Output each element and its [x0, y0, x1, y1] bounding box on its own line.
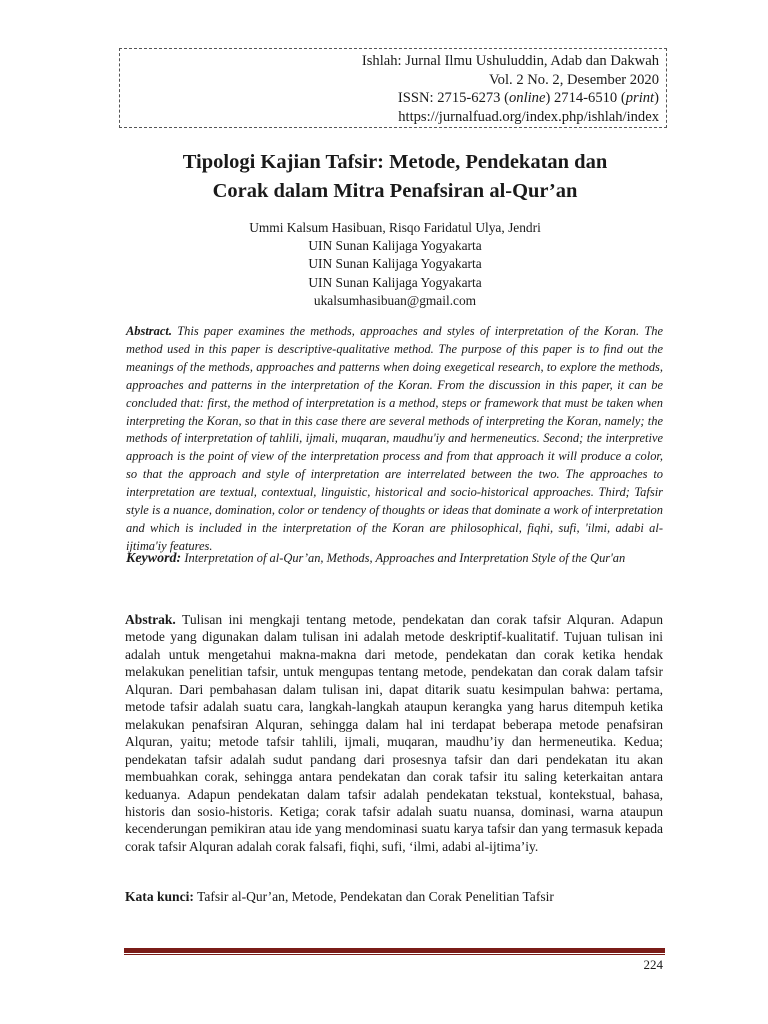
- keywords-english: [126, 550, 663, 568]
- author-email[interactable]: ukalsumhasibuan@gmail.com: [313, 292, 477, 308]
- title-line-1: Tipologi Kajian Tafsir: Metode, Pendekatan dan: [182, 151, 608, 173]
- keyword-text: Interpretation of al-Qur’an, Methods, Approaches and Interpretation Style of the Qur'an: [181, 551, 626, 565]
- kata-kunci-text: Tafsir al-Qur’an, Metode, Pendekatan dan Corak Penelitian Tafsir: [193, 889, 554, 904]
- keyword-label: Keyword:: [126, 551, 182, 566]
- journal-header-box: [119, 48, 667, 128]
- author-names: Ummi Kalsum Hasibuan, Risqo Faridatul Ulya, Jendri: [249, 220, 541, 235]
- journal-issn: [120, 89, 659, 108]
- abstract-label: Abstract.: [126, 324, 172, 338]
- kata-kunci-label: Kata kunci:: [125, 889, 194, 904]
- affiliation-3: UIN Sunan Kalijaga Yogyakarta: [308, 274, 482, 290]
- journal-volume: Vol. 2 No. 2, Desember 2020: [489, 71, 659, 88]
- author-block: [100, 219, 690, 310]
- abstrak-label: Abstrak.: [125, 612, 176, 627]
- abstract-text: This paper examines the methods, approaches and styles of interpretation of the Koran. The method used in this paper is descriptive-qualitative method. The purpose of this paper is to find out the meanings of the methods, approaches and patterns when doing exegetical research, to explore the methods, approaches and patterns in the interpretation of the Koran. From the discussion in this paper, it can be concluded that: first, the method of interpretation is a method, steps or framework that must be taken when interpreting the Koran, so that in this case there are several methods of interpreting the Koran, namely; the methods of interpretation of tahlili, ijmali, muqaran, maudhu'iy and hermeneutics. Second; the interpretive approach is the point of view of the interpretation process and from that approach it will produce a color, so that the approach and style of interpretation are interrelated between the two. The approaches to interpretation are textual, contextual, linguistic, historical and socio-historical approaches. Third; Tafsir style is a nuance, domination, color or tendency of thoughts or ideas that dominate a work of interpretation and which is included in the interpretation of the Koran are philosophical, fiqhi, sufi, 'ilmi, adabi al-ijtima'iy features.: [126, 324, 663, 553]
- journal-url[interactable]: https://jurnalfuad.org/index.php/ishlah/index: [398, 108, 659, 125]
- affiliation-1: UIN Sunan Kalijaga Yogyakarta: [308, 238, 482, 254]
- journal-name: Ishlah: Jurnal Ilmu Ushuluddin, Adab dan Dakwah: [361, 53, 659, 69]
- issn-online-label: online: [508, 90, 546, 106]
- footer-divider: [124, 948, 665, 953]
- page-number: 224: [643, 957, 663, 972]
- issn-print-label: print: [625, 90, 655, 106]
- issn-prefix: ISSN: 2715-6273 (: [397, 90, 509, 106]
- keywords-indonesian: [125, 888, 663, 905]
- abstract-indonesian: [125, 611, 663, 855]
- issn-mid: ) 2714-6510 (: [545, 90, 626, 106]
- paper-title: [100, 148, 690, 206]
- title-line-2: Corak dalam Mitra Penafsiran al-Qur’an: [212, 180, 578, 202]
- affiliation-2: UIN Sunan Kalijaga Yogyakarta: [308, 256, 482, 272]
- issn-suffix: ): [654, 90, 659, 106]
- abstract-english: [126, 323, 663, 556]
- abstrak-text: Tulisan ini mengkaji tentang metode, pendekatan dan corak tafsir Alquran. Adapun metode yang digunakan dalam tulisan ini adalah metode deskriptif-kualitatif. Tujuan tulisan ini adalah untuk mengetahui makna-makna dari metode, pendekatan dan corak ketika hendak melakukan penelitian tafsir, untuk mengupas tentang metode, pendekatan dan corak dalam tafsir Alquran. Dari pembahasan dalam tulisan ini, dapat ditarik suatu kesimpulan bahwa: pertama, metode tafsir adalah suatu cara, langkah-langkah ataupun kerangka yang harus ditempuh ketika melakukan penafsiran Alquran, sehingga dalam hal ini terdapat beberapa metode penafsiran Alquran, yaitu; metode tafsir tahlili, ijmali, muqaran, maudhu’iy dan hermeneutika. Kedua; pendekatan tafsir adalah sudut pandang dari prosesnya tafsir dan dari pendekatan itu akan membuahkan corak, sehingga antara pendekatan dan corak tafsir itu saling keterkaitan antara keduanya. Adapun pendekatan dalam tafsir adalah pendekatan tekstual, kontekstual, bahasa, historis dan sosio-historis. Ketiga; corak tafsir adalah suatu nuansa, dominasi, warna ataupun kecenderungan pemikiran atau ide yang mendominasi suatu karya tafsir dan yang termasuk kepada corak tafsir Alquran adalah corak falsafi, fiqhi, sufi, ‘ilmi, adabi al-ijtima’iy.: [125, 612, 663, 854]
